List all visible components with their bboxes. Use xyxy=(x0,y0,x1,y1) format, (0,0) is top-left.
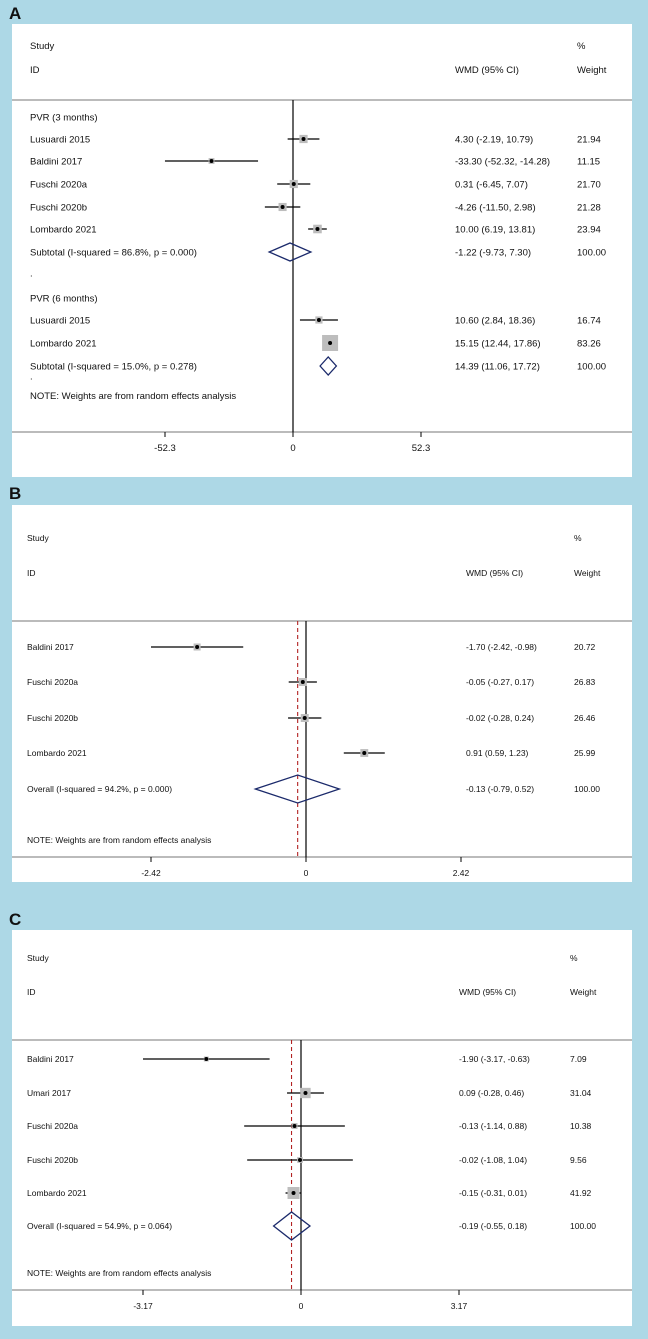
chart3-note-text: NOTE: Weights are from random effects analysis xyxy=(27,1268,212,1278)
chart2-x-tick-label: -2.42 xyxy=(141,868,161,878)
chart3-effect-ci-text: -1.90 (-3.17, -0.63) xyxy=(459,1053,530,1064)
chart2-weight-text: 100.00 xyxy=(574,783,600,794)
chart1-effect-ci-text: 10.60 (2.84, 18.36) xyxy=(455,315,536,327)
chart1-weight-text: 83.26 xyxy=(577,338,601,350)
chart1-subtotal-label: Subtotal (I-squared = 86.8%, p = 0.000) xyxy=(30,247,197,259)
chart3-header-effect: WMD (95% CI) xyxy=(459,987,517,997)
chart1-weight-text: 100.00 xyxy=(577,247,607,259)
chart1-weight-text: 21.94 xyxy=(577,134,601,146)
chart2-header-weight: Weight xyxy=(574,568,601,578)
chart1-point-estimate xyxy=(328,341,332,345)
chart2-effect-ci-text: -0.02 (-0.28, 0.24) xyxy=(466,712,535,723)
chart3-x-tick-label: -3.17 xyxy=(133,1301,153,1311)
chart2-header-percent: % xyxy=(574,533,582,543)
chart1-x-tick-label: 52.3 xyxy=(411,443,431,454)
chart3-panel-background xyxy=(12,930,632,1326)
chart1-effect-ci-text: 4.30 (-2.19, 10.79) xyxy=(455,134,534,146)
chart3-header-weight: Weight xyxy=(570,987,597,997)
chart1-header-study: Study xyxy=(30,41,55,52)
chart1-effect-ci-text: -4.26 (-11.50, 2.98) xyxy=(455,202,536,214)
chart2-weight-text: 26.83 xyxy=(574,676,596,687)
chart1-subgroup-label: PVR (6 months) xyxy=(30,293,98,305)
chart2-effect-ci-text: 0.91 (0.59, 1.23) xyxy=(466,747,529,758)
chart3-point-estimate xyxy=(292,1191,296,1195)
chart1-point-estimate xyxy=(302,137,306,141)
chart2-weight-text: 20.72 xyxy=(574,641,596,652)
chart3-overall-label: Overall (I-squared = 54.9%, p = 0.064) xyxy=(27,1220,173,1231)
chart3-weight-text: 9.56 xyxy=(570,1154,587,1165)
chart3-weight-text: 7.09 xyxy=(570,1053,587,1064)
chart3-weight-text: 31.04 xyxy=(570,1087,592,1098)
chart1-effect-ci-text: -33.30 (-52.32, -14.28) xyxy=(455,156,551,168)
chart3-study-label: Lombardo 2021 xyxy=(27,1187,87,1198)
chart3-study-label: Baldini 2017 xyxy=(27,1053,74,1064)
chart2-study-label: Fuschi 2020b xyxy=(27,712,79,723)
chart3-point-estimate xyxy=(204,1057,208,1061)
chart1-x-tick-label: -52.3 xyxy=(154,443,176,454)
panel-label-b: B xyxy=(9,484,22,503)
chart1-effect-ci-text: 0.31 (-6.45, 7.07) xyxy=(455,179,528,191)
chart3-effect-ci-text: 0.09 (-0.28, 0.46) xyxy=(459,1087,525,1098)
chart2-point-estimate xyxy=(362,751,366,755)
chart2-study-label: Lombardo 2021 xyxy=(27,747,87,758)
chart1-weight-text: 16.74 xyxy=(577,315,601,327)
chart1-study-label: Fuschi 2020b xyxy=(30,202,88,214)
chart1-weight-text: 21.28 xyxy=(577,202,601,214)
chart1-weight-text: 100.00 xyxy=(577,361,607,373)
chart3-effect-ci-text: -0.13 (-1.14, 0.88) xyxy=(459,1120,528,1131)
chart3-point-estimate xyxy=(303,1091,307,1095)
chart1-study-label: Lombardo 2021 xyxy=(30,338,97,350)
chart3-x-tick-label: 0 xyxy=(298,1301,304,1311)
chart2-study-label: Baldini 2017 xyxy=(27,641,74,652)
chart3-header-id: ID xyxy=(27,987,36,997)
chart3-weight-text: 41.92 xyxy=(570,1187,592,1198)
chart3-weight-text: 100.00 xyxy=(570,1220,596,1231)
chart3-effect-ci-text: -0.15 (-0.31, 0.01) xyxy=(459,1187,528,1198)
chart3-weight-text: 10.38 xyxy=(570,1120,592,1131)
chart1-point-estimate xyxy=(315,227,319,231)
chart2-effect-ci-text: -0.05 (-0.27, 0.17) xyxy=(466,676,535,687)
chart1-weight-text: 21.70 xyxy=(577,179,601,191)
chart1-note-text: NOTE: Weights are from random effects analysis xyxy=(30,391,237,402)
chart2-note-text: NOTE: Weights are from random effects analysis xyxy=(27,835,212,845)
chart3-study-label: Fuschi 2020a xyxy=(27,1120,79,1131)
chart2-weight-text: 26.46 xyxy=(574,712,596,723)
chart2-point-estimate xyxy=(303,716,307,720)
chart3-header-percent: % xyxy=(570,953,578,963)
panel-label-c: C xyxy=(9,910,22,929)
chart1-study-label: Lusuardi 2015 xyxy=(30,315,91,327)
chart3-point-estimate xyxy=(298,1158,302,1162)
chart2-overall-label: Overall (I-squared = 94.2%, p = 0.000) xyxy=(27,783,173,794)
chart1-study-label: Fuschi 2020a xyxy=(30,179,88,191)
chart3-effect-ci-text: -0.02 (-1.08, 1.04) xyxy=(459,1154,528,1165)
chart1-effect-ci-text: -1.22 (-9.73, 7.30) xyxy=(455,247,532,259)
chart2-header-study: Study xyxy=(27,533,49,543)
chart1-header-id: ID xyxy=(30,65,40,76)
chart1-header-effect: WMD (95% CI) xyxy=(455,65,519,76)
chart2-study-label: Fuschi 2020a xyxy=(27,676,79,687)
chart1-point-estimate xyxy=(210,159,214,163)
chart1-point-estimate xyxy=(292,182,296,186)
chart1-point-estimate xyxy=(317,318,321,322)
chart2-effect-ci-text: -0.13 (-0.79, 0.52) xyxy=(466,783,535,794)
chart3-x-tick-label: 3.17 xyxy=(450,1301,468,1311)
chart1-effect-ci-text: 14.39 (11.06, 17.72) xyxy=(455,361,540,373)
chart1-subtotal-label: Subtotal (I-squared = 15.0%, p = 0.278) xyxy=(30,361,197,373)
chart1-spacer-dot: . xyxy=(30,371,33,383)
chart1-effect-ci-text: 10.00 (6.19, 13.81) xyxy=(455,224,536,236)
chart3-effect-ci-text: -0.19 (-0.55, 0.18) xyxy=(459,1220,528,1231)
chart1-header-weight: Weight xyxy=(577,65,607,76)
chart2-point-estimate xyxy=(301,680,305,684)
chart1-study-label: Lombardo 2021 xyxy=(30,224,97,236)
chart2-panel-background xyxy=(12,505,632,882)
chart2-effect-ci-text: -1.70 (-2.42, -0.98) xyxy=(466,641,537,652)
chart2-header-effect: WMD (95% CI) xyxy=(466,568,524,578)
chart1-weight-text: 11.15 xyxy=(577,156,601,168)
chart2-header-id: ID xyxy=(27,568,36,578)
chart3-study-label: Fuschi 2020b xyxy=(27,1154,79,1165)
chart1-spacer-dot: . xyxy=(30,268,33,280)
chart1-point-estimate xyxy=(281,205,285,209)
chart2-x-tick-label: 0 xyxy=(303,868,309,878)
chart1-header-percent: % xyxy=(577,41,586,52)
chart2-point-estimate xyxy=(195,645,199,649)
chart3-study-label: Umari 2017 xyxy=(27,1087,71,1098)
chart1-study-label: Baldini 2017 xyxy=(30,156,83,168)
chart3-point-estimate xyxy=(293,1124,297,1128)
chart2-x-tick-label: 2.42 xyxy=(452,868,470,878)
chart1-weight-text: 23.94 xyxy=(577,224,601,236)
chart1-effect-ci-text: 15.15 (12.44, 17.86) xyxy=(455,338,541,350)
chart2-weight-text: 25.99 xyxy=(574,747,596,758)
panel-label-a: A xyxy=(9,4,22,23)
chart1-study-label: Lusuardi 2015 xyxy=(30,134,91,146)
chart1-subgroup-label: PVR (3 months) xyxy=(30,112,98,124)
chart1-x-tick-label: 0 xyxy=(290,443,296,454)
chart3-header-study: Study xyxy=(27,953,49,963)
